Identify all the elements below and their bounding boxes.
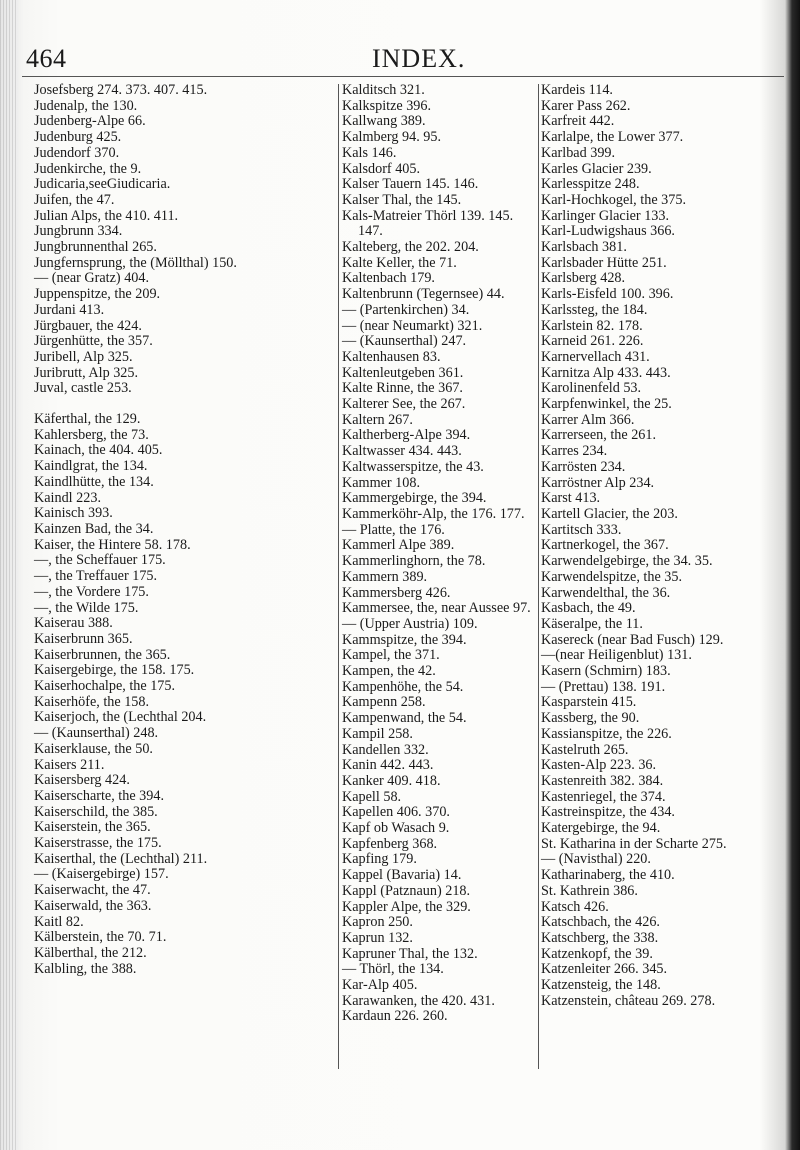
- index-entry: Katzenkopf, the 39.: [541, 945, 653, 962]
- page-edge: [0, 0, 18, 1150]
- index-entry: Kaiserwacht, the 47.: [34, 882, 151, 899]
- index-entry: Kallwang 389.: [342, 113, 426, 130]
- index-entry: Katsch 426.: [541, 898, 609, 915]
- index-entry: Kampenhöhe, the 54.: [342, 678, 464, 695]
- index-entry: Judicaria,seeGiudicaria.: [34, 176, 171, 193]
- column-divider: [338, 84, 339, 1069]
- index-entry: Kammersee, the, near Aussee 97.: [342, 600, 531, 617]
- index-entry: — Platte, the 176.: [342, 521, 445, 538]
- index-entry: Karneid 261. 226.: [541, 333, 644, 350]
- index-entry: —, the Scheffauer 175.: [34, 552, 166, 569]
- index-entry: Kasern (Schmirn) 183.: [541, 663, 671, 680]
- index-entry: Kammer 108.: [342, 474, 421, 491]
- index-entry: Judenburg 425.: [34, 129, 122, 146]
- index-column-1: [34, 83, 334, 977]
- index-entry: St. Katharina in der Scharte 275.: [541, 835, 727, 852]
- index-entry: Karrösten 234.: [541, 458, 626, 475]
- index-entry: Karer Pass 262.: [541, 97, 631, 114]
- index-entry: Katzensteig, the 148.: [541, 977, 661, 994]
- index-entry: — (Kaunserthal) 248.: [34, 725, 159, 742]
- index-entry: Kalbling, the 388.: [34, 960, 137, 977]
- index-entry: Kammerlinghorn, the 78.: [342, 553, 486, 570]
- index-entry: Kaitl 82.: [34, 913, 84, 930]
- index-entry: Karlinger Glacier 133.: [541, 207, 670, 224]
- index-entry: Kasbach, the 49.: [541, 600, 636, 617]
- index-entry: Karlbad 399.: [541, 144, 616, 161]
- index-entry: Karlsbader Hütte 251.: [541, 254, 667, 271]
- index-entry: Kardeis 114.: [541, 82, 613, 98]
- index-entry: Kalsdorf 405.: [342, 160, 421, 177]
- index-entry: Karawanken, the 420. 431.: [342, 992, 495, 1009]
- index-entry: Katzenleiter 266. 345.: [541, 961, 668, 978]
- index-entry: Kaltenhausen 83.: [342, 348, 441, 365]
- index-entry: Kälberstein, the 70. 71.: [34, 929, 167, 946]
- index-entry: Kaiserklause, the 50.: [34, 740, 153, 757]
- index-entry: Kalkspitze 396.: [342, 97, 432, 114]
- index-entry: — (Partenkirchen) 34.: [342, 301, 470, 318]
- index-entry: Kammersberg 426.: [342, 584, 451, 601]
- index-entry: Kaprun 132.: [342, 929, 413, 946]
- index-entry: Kammspitze, the 394.: [342, 631, 467, 648]
- index-entry: — (near Gratz) 404.: [34, 270, 150, 287]
- index-entry: Juval, castle 253.: [34, 380, 132, 397]
- index-entry: Jungbrunnenthal 265.: [34, 239, 157, 256]
- index-entry: Karlesspitze 248.: [541, 176, 640, 193]
- index-entry: Kastreinspitze, the 434.: [541, 804, 675, 821]
- index-entry: Kapf ob Wasach 9.: [342, 820, 450, 837]
- index-entry: Kartnerkogel, the 367.: [541, 537, 669, 554]
- index-entry: —, the Wilde 175.: [34, 599, 139, 616]
- index-entry: Karolinenfeld 53.: [541, 380, 642, 397]
- index-entry: Kapell 58.: [342, 788, 402, 805]
- index-entry: Josefsberg 274. 373. 407. 415.: [34, 82, 208, 98]
- index-entry: Juribrutt, Alp 325.: [34, 364, 139, 381]
- index-entry: Karlstein 82. 178.: [541, 317, 643, 334]
- index-column-2: [342, 83, 536, 1025]
- index-entry: Kampil 258.: [342, 725, 413, 742]
- index-entry: Kainach, the 404. 405.: [34, 442, 163, 459]
- index-entry: Kampel, the 371.: [342, 647, 440, 664]
- index-entry: Jungfernsprung, the (Möllthal) 150.: [34, 254, 237, 271]
- index-entry: Kandellen 332.: [342, 741, 429, 758]
- index-entry: Karwendelspitze, the 35.: [541, 568, 683, 585]
- index-entry: Kalteberg, the 202. 204.: [342, 239, 479, 256]
- index-entry: Karwendelthal, the 36.: [541, 584, 671, 601]
- index-entry: Karres 234.: [541, 443, 608, 460]
- index-entry: Karlalpe, the Lower 377.: [541, 129, 684, 146]
- index-entry: Katergebirge, the 94.: [541, 820, 661, 837]
- index-entry: Kaltenbrunn (Tegernsee) 44.: [342, 286, 505, 303]
- index-entry: Kapellen 406. 370.: [342, 804, 450, 821]
- index-entry: Kals 146.: [342, 144, 397, 161]
- index-column-3: [541, 83, 771, 1009]
- index-entry: Kammergebirge, the 394.: [342, 490, 487, 507]
- index-entry: Kaisers 211.: [34, 756, 105, 773]
- index-entry: Kaiserstrasse, the 175.: [34, 835, 162, 852]
- index-entry: Käferthal, the 129.: [34, 411, 141, 428]
- index-entry: — Thörl, the 134.: [342, 961, 444, 978]
- index-entry: Kapfenberg 368.: [342, 835, 438, 852]
- index-entry: Jurdani 413.: [34, 301, 105, 318]
- index-entry: Karlssteg, the 184.: [541, 301, 648, 318]
- index-entry: — (near Neumarkt) 321.: [342, 317, 483, 334]
- page-header: [0, 30, 800, 73]
- index-entry: Kapron 250.: [342, 914, 413, 931]
- index-entry: Judendorf 370.: [34, 144, 120, 161]
- index-entry: Kaisersberg 424.: [34, 772, 130, 789]
- index-entry: Kaltern 267.: [342, 411, 413, 428]
- index-entry: Karls-Eisfeld 100. 396.: [541, 286, 674, 303]
- index-entry: Karl-Ludwigshaus 366.: [541, 223, 675, 240]
- index-entry: —(near Heiligenblut) 131.: [541, 647, 692, 664]
- index-entry: Kampen, the 42.: [342, 663, 436, 680]
- index-entry: Kappler Alpe, the 329.: [342, 898, 471, 915]
- index-entry: Kaiserthal, the (Lechthal) 211.: [34, 850, 208, 867]
- index-entry: Kartitsch 333.: [541, 521, 622, 538]
- index-entry: Kaiserhochalpe, the 175.: [34, 678, 176, 695]
- index-entry: Kartell Glacier, the 203.: [541, 505, 678, 522]
- index-entry: Kapfing 179.: [342, 851, 417, 868]
- index-entry: Kammerköhr-Alp, the 176. 177.: [342, 505, 525, 522]
- index-entry: Kalser Thal, the 145.: [342, 191, 462, 208]
- index-entry: Kaiserau 388.: [34, 615, 113, 632]
- header-rule: [22, 76, 784, 77]
- index-entry: Kaiserstein, the 365.: [34, 819, 151, 836]
- index-entry: Kaindlgrat, the 134.: [34, 458, 148, 475]
- index-entry: Kapruner Thal, the 132.: [342, 945, 478, 962]
- index-entry: Kaltenbach 179.: [342, 270, 435, 287]
- index-entry: Katharinaberg, the 410.: [541, 867, 675, 884]
- index-entry: St. Kathrein 386.: [541, 882, 638, 899]
- index-entry: Kaindl 223.: [34, 489, 101, 506]
- index-entry: Kaiserschild, the 385.: [34, 803, 158, 820]
- index-entry: Kaisergebirge, the 158. 175.: [34, 662, 195, 679]
- index-entry: Judenkirche, the 9.: [34, 160, 142, 177]
- index-entry: Karst 413.: [541, 490, 601, 507]
- index-entry: Karlsberg 428.: [541, 270, 626, 287]
- index-entry: —, the Vordere 175.: [34, 583, 149, 600]
- index-entry: Kaiserbrunn 365.: [34, 630, 133, 647]
- index-entry: Kassianspitze, the 226.: [541, 725, 672, 742]
- index-entry: Kaiserhöfe, the 158.: [34, 693, 150, 710]
- index-entry: Karrerseen, the 261.: [541, 427, 657, 444]
- index-entry: Kar-Alp 405.: [342, 977, 418, 994]
- index-entry: Kampenn 258.: [342, 694, 426, 711]
- index-entry: Kampenwand, the 54.: [342, 710, 467, 727]
- index-entry: Jürgbauer, the 424.: [34, 317, 142, 334]
- index-entry: Katschbach, the 426.: [541, 914, 660, 931]
- index-entry: Kasten-Alp 223. 36.: [541, 757, 657, 774]
- index-entry: Kahlersberg, the 73.: [34, 426, 149, 443]
- index-entry: Karfreit 442.: [541, 113, 615, 130]
- index-entry: Katschberg, the 338.: [541, 929, 659, 946]
- index-entry: Karl-Hochkogel, the 375.: [541, 191, 686, 208]
- index-entry: Kalte Keller, the 71.: [342, 254, 457, 271]
- index-entry: Kardaun 226. 260.: [342, 1008, 448, 1025]
- index-entry: Kanker 409. 418.: [342, 772, 441, 789]
- index-entry: —, the Treffauer 175.: [34, 568, 158, 585]
- index-entry: Kälberthal, the 212.: [34, 944, 147, 961]
- index-entry: Kaiserwald, the 363.: [34, 897, 152, 914]
- index-entry: Kaltwasser 434. 443.: [342, 443, 462, 460]
- page-number: 464: [26, 44, 67, 73]
- index-entry: Kaiserscharte, the 394.: [34, 787, 165, 804]
- index-entry: Kappel (Bavaria) 14.: [342, 867, 462, 884]
- index-entry: Kanin 442. 443.: [342, 757, 434, 774]
- index-entry: — (Navisthal) 220.: [541, 851, 651, 868]
- index-entry: Juribell, Alp 325.: [34, 348, 133, 365]
- index-entry: Juppenspitze, the 209.: [34, 286, 161, 303]
- index-entry: Kalser Tauern 145. 146.: [342, 176, 479, 193]
- index-entry: Kalmberg 94. 95.: [342, 129, 442, 146]
- running-head: INDEX.: [372, 44, 466, 73]
- index-entry: Käseralpe, the 11.: [541, 615, 643, 632]
- column-divider: [538, 84, 539, 1069]
- index-entry: Kals-Matreier Thörl 139. 145. 147.: [342, 207, 514, 240]
- index-entry: Karpfenwinkel, the 25.: [541, 396, 672, 413]
- index-entry: Juifen, the 47.: [34, 191, 115, 208]
- index-entry: Kasereck (near Bad Fusch) 129.: [541, 631, 724, 648]
- index-entry: Karles Glacier 239.: [541, 160, 652, 177]
- index-entry: — (Prettau) 138. 191.: [541, 678, 666, 695]
- index-entry: Katzenstein, château 269. 278.: [541, 992, 716, 1009]
- index-entry: Judenalp, the 130.: [34, 97, 138, 114]
- index-entry: Karnervellach 431.: [541, 348, 650, 365]
- index-entry: — (Upper Austria) 109.: [342, 615, 478, 632]
- index-entry: Karröstner Alp 234.: [541, 474, 655, 491]
- index-entry: Kastenreith 382. 384.: [541, 772, 664, 789]
- index-entry: Julian Alps, the 410. 411.: [34, 207, 179, 224]
- index-entry: Kalditsch 321.: [342, 82, 425, 98]
- index-entry: Kalte Rinne, the 367.: [342, 380, 463, 397]
- index-entry: Jürgenhütte, the 357.: [34, 333, 153, 350]
- index-entry: — (Kaunserthal) 247.: [342, 333, 467, 350]
- index-entry: Kaindlhütte, the 134.: [34, 473, 154, 490]
- index-entry: Judenberg-Alpe 66.: [34, 113, 146, 130]
- index-entry: Kaltenleutgeben 361.: [342, 364, 464, 381]
- index-entry: Kaltherberg-Alpe 394.: [342, 427, 471, 444]
- index-entry: Kassberg, the 90.: [541, 710, 640, 727]
- index-entry: Karnitza Alp 433. 443.: [541, 364, 671, 381]
- index-entry: Kainzen Bad, the 34.: [34, 520, 154, 537]
- index-entry: Kammern 389.: [342, 568, 428, 585]
- index-entry: Kaiserbrunnen, the 365.: [34, 646, 171, 663]
- index-entry: — (Kaisergebirge) 157.: [34, 866, 169, 883]
- index-entry: Kastenriegel, the 374.: [541, 788, 666, 805]
- index-entry: Jungbrunn 334.: [34, 223, 123, 240]
- index-entry: Kastelruth 265.: [541, 741, 629, 758]
- index-entry: Kappl (Patznaun) 218.: [342, 882, 471, 899]
- index-entry: Kasparstein 415.: [541, 694, 637, 711]
- index-entry: Kaiser, the Hintere 58. 178.: [34, 536, 191, 553]
- index-entry: Kaltwasserspitze, the 43.: [342, 458, 484, 475]
- index-entry: Karlsbach 381.: [541, 239, 627, 256]
- index-entry: Karrer Alm 366.: [541, 411, 635, 428]
- index-entry: Kalterer See, the 267.: [342, 396, 466, 413]
- index-entry: Kainisch 393.: [34, 505, 113, 522]
- index-entry: Karwendelgebirge, the 34. 35.: [541, 553, 713, 570]
- index-entry: Kammerl Alpe 389.: [342, 537, 455, 554]
- index-entry: Kaiserjoch, the (Lechthal 204.: [34, 709, 207, 726]
